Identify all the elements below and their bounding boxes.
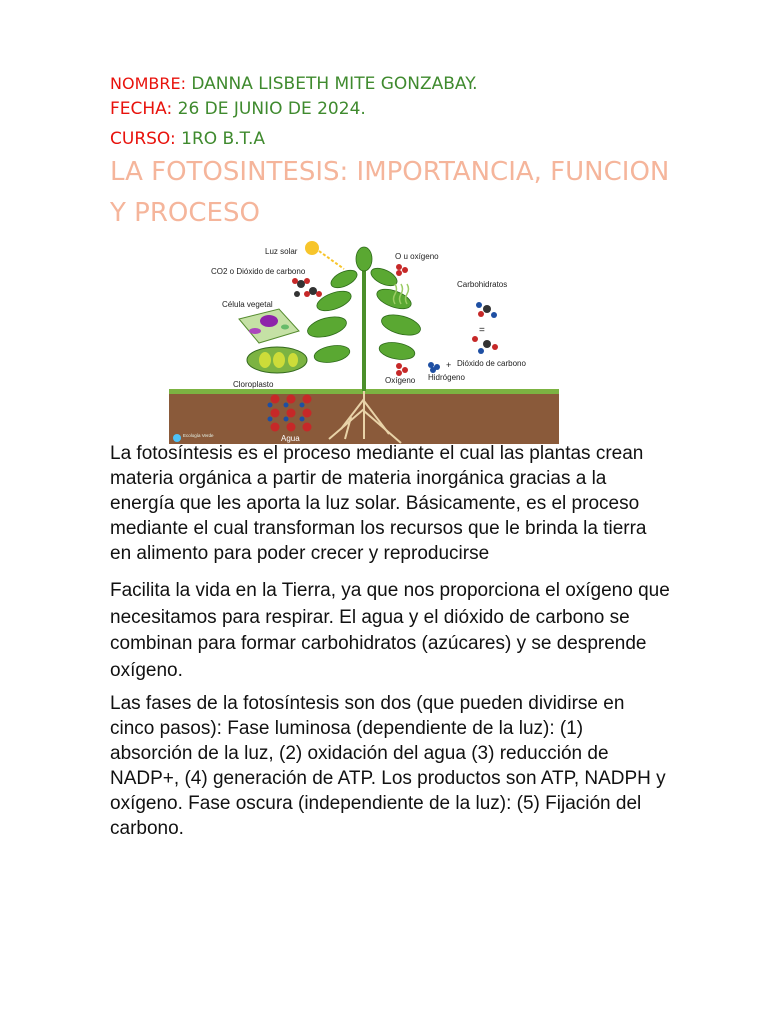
sunlight-label: Luz solar [265, 247, 298, 256]
oxygen-top-label: O u oxígeno [395, 252, 439, 261]
hydrogen-molecules [428, 362, 440, 373]
chloroplast-label: Cloroplasto [233, 380, 274, 389]
paragraph-importance: Facilita la vida en la Tierra, ya que nos proporciona el oxígeno que necesitamos para respirar. El agua y el dióxido de carbono se combinan para formar carbohidratos (azúcares) y se desprende oxígeno. [110, 580, 670, 681]
oxygen-label: Oxígeno [385, 376, 416, 385]
co2-molecules [292, 278, 322, 297]
name-label: NOMBRE: [110, 74, 186, 93]
water-molecules [268, 395, 312, 432]
plant-cell-label: Célula vegetal [222, 300, 273, 309]
course-line [110, 128, 265, 150]
date-value: 26 DE JUNIO DE 2024. [177, 99, 366, 119]
carbohydrates-label: Carbohidratos [457, 280, 508, 289]
date-label: FECHA: [110, 99, 173, 119]
paragraph-definition: La fotosíntesis es el proceso mediante el cual las plantas crean materia orgánica a partir de materia inorgánica gracias a la energía que les aporta la luz solar. Básicamente, es el proceso mediante el cual transforman los recursos que le brinda la tierra en alimento para poder crecer y reproducirse [110, 443, 647, 564]
photosynthesis-illustration [169, 239, 559, 444]
plus-sign: + [446, 360, 452, 370]
course-label: CURSO: [110, 129, 176, 149]
co2-label: CO2 o Dióxido de carbono [211, 267, 306, 276]
oxygen-molecules [396, 363, 408, 376]
water-label: Agua [281, 434, 300, 443]
name-line [110, 73, 478, 95]
date-line [110, 98, 366, 120]
sun-icon [305, 241, 344, 269]
document-title: LA FOTOSINTESIS: IMPORTANCIA, FUNCION Y PROCESO [110, 157, 670, 228]
svg-text:Ecología Verde: Ecología Verde [183, 433, 214, 438]
hydrogen-label: Hidrógeno [428, 373, 465, 382]
carbon-dioxide-label: Dióxido de carbono [457, 359, 526, 368]
equals-sign: = [479, 325, 485, 336]
course-value: 1RO B.T.A [181, 129, 266, 149]
name-value: DANNA LISBETH MITE GONZABAY. [191, 74, 478, 94]
carbohydrate-molecules [472, 302, 498, 354]
plant-cell [239, 309, 299, 343]
paragraph-phases: Las fases de la fotosíntesis son dos (que pueden dividirse en cinco pasos): Fase luminosa (dependiente de la luz): (1) absorción de la luz, (2) oxidación del agua (3) reducción de NADP+, (4) generación de ATP. Los productos son ATP, NADPH y oxígeno. Fase oscura (independiente de la luz): (5) Fijación del carbono. [110, 693, 666, 839]
chloroplast [247, 347, 307, 373]
